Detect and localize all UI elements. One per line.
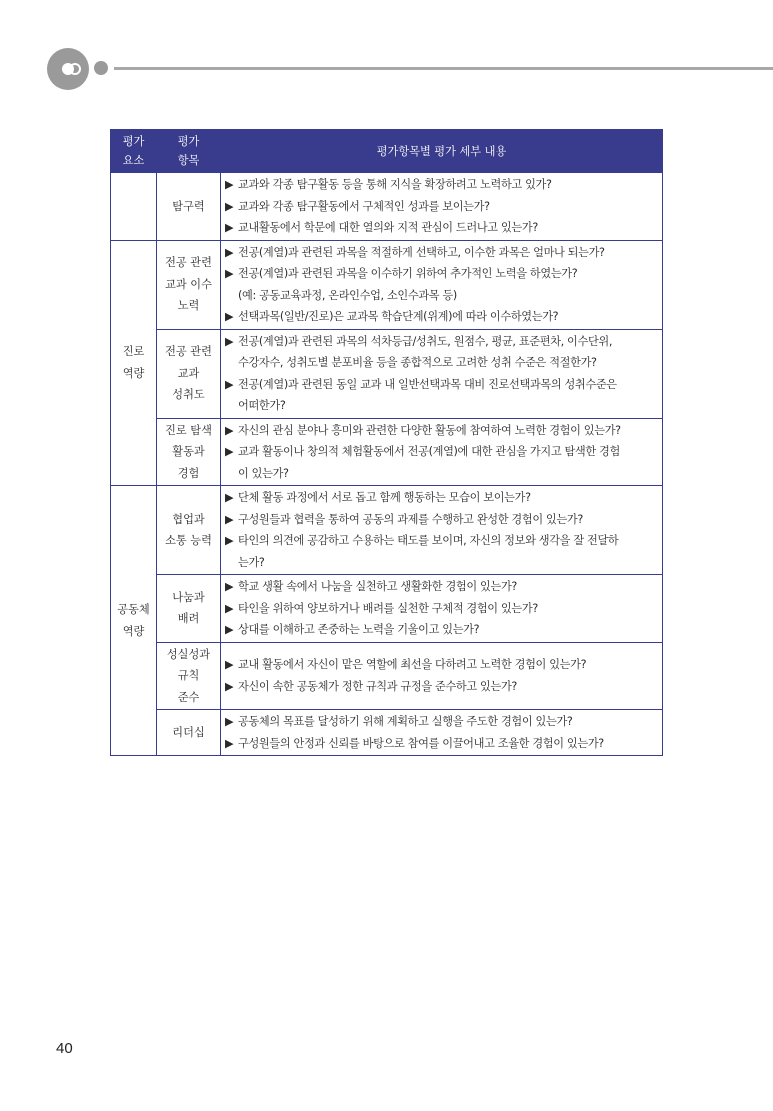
bullet-text: 학교 생활 속에서 나눔을 실천하고 생활화한 경험이 있는가? [238, 580, 518, 593]
bullet-line [225, 598, 659, 620]
cell-text-line: 노력 [177, 299, 200, 313]
cell-text-line: 성실성과 [166, 647, 211, 661]
bullet-line [225, 374, 659, 396]
bullet-line [225, 676, 659, 698]
bullet-text: 전공(계열)과 관련된 과목을 적절하게 선택하고, 이수한 과목은 얼마나 되는가? [238, 245, 605, 259]
detail-cell [221, 486, 663, 575]
cell-text-line: 진로 탐색 [165, 423, 212, 437]
item-cell [157, 329, 221, 418]
evaluation-criteria-table [110, 129, 663, 756]
table-row [111, 710, 663, 756]
table-row [111, 575, 663, 643]
table-header-row [111, 130, 663, 173]
bullet-triangle-icon: ▶ [225, 267, 234, 280]
bullet-line-continued: 어떠한가? [238, 399, 286, 412]
header-eval-element [111, 130, 157, 173]
bullet-triangle-icon: ▶ [225, 377, 234, 391]
cell-text-line: 협업과 [172, 512, 205, 526]
bullet-triangle-icon: ▶ [225, 658, 234, 672]
cell-text-line: 역량 [122, 624, 145, 638]
bullet-triangle-icon: ▶ [225, 580, 234, 593]
item-cell [157, 173, 221, 241]
bullet-triangle-icon: ▶ [225, 423, 234, 437]
dot-decoration-icon [94, 61, 108, 75]
bullet-text: 타인의 의견에 공감하고 수용하는 태도를 보이며, 자신의 정보와 생각을 잘 전달하 [238, 534, 619, 547]
cell-text-line: 진로 [122, 345, 145, 359]
bullet-line-continued: 이 있는가? [238, 466, 289, 480]
bullet-line-continued: (예: 공동교육과정, 온라인수업, 소인수과목 등) [238, 288, 457, 302]
bullet-triangle-icon: ▶ [225, 512, 234, 526]
detail-cell [221, 240, 663, 329]
bullet-line [225, 331, 659, 353]
bullet-text: 전공(계열)과 관련된 동일 교과 내 일반선택과목 대비 진로선택과목의 성취수준은 [238, 377, 617, 391]
bullet-triangle-icon: ▶ [225, 679, 234, 693]
bullet-text: 전공(계열)과 관련된 과목의 석차등급/성취도, 원점수, 평균, 표준편차, 이수단위, [238, 334, 613, 348]
detail-cell [221, 575, 663, 643]
bullet-line [225, 733, 659, 755]
cell-text-line: 교과 이수 [165, 277, 212, 291]
bullet-text: 교과와 각종 탐구활동에서 구체적인 성과를 보이는가? [238, 199, 490, 213]
table-row [111, 486, 663, 575]
bullet-line [225, 217, 659, 239]
cell-text-line: 나눔과 [172, 590, 205, 604]
bullet-text: 선택과목(일반/진로)은 교과목 학습단계(위계)에 따라 이수하였는가? [238, 310, 559, 323]
cell-text-line: 규칙 [177, 669, 200, 682]
bullet-line [225, 242, 659, 264]
bullet-text: 타인을 위하여 양보하거나 배려를 실천한 구체적 경험이 있는가? [238, 601, 538, 615]
cell-text-line: 리더십 [172, 725, 205, 739]
bullet-line [225, 711, 659, 733]
item-cell [157, 240, 221, 329]
bullet-triangle-icon: ▶ [225, 736, 234, 750]
item-cell [157, 710, 221, 756]
table-row [111, 642, 663, 710]
bullet-text: 자신이 속한 공동체가 정한 규칙과 규정을 준수하고 있는가? [238, 679, 518, 693]
item-cell [157, 575, 221, 643]
bullet-line [225, 441, 659, 463]
cell-text-line: 역량 [122, 366, 145, 380]
circle-ring-decoration [69, 63, 81, 75]
bullet-triangle-icon: ▶ [225, 199, 234, 213]
table-row [111, 173, 663, 241]
bullet-text: 교과 활동이나 창의적 체험활동에서 전공(계열)에 대한 관심을 가지고 탐색한 경험 [238, 445, 620, 458]
bullet-triangle-icon: ▶ [225, 310, 234, 323]
category-cell-empty [111, 173, 157, 241]
bullet-text: 공동체의 목표를 달성하기 위해 계획하고 실행을 주도한 경험이 있는가? [238, 715, 573, 728]
bullet-triangle-icon: ▶ [225, 178, 234, 191]
bullet-line [225, 306, 659, 328]
cell-text-line: 요소 [122, 154, 145, 167]
bullet-line [225, 530, 659, 552]
cell-text-line: 준수 [177, 690, 200, 704]
bullet-line [225, 487, 659, 509]
bullet-line [225, 576, 659, 598]
cell-text-line: 공동체 [117, 603, 150, 616]
bullet-line [225, 654, 659, 676]
bullet-text: 교내활동에서 학문에 대한 열의와 지적 관심이 드러나고 있는가? [238, 221, 538, 234]
bullet-line-continued: 수강자수, 성취도별 분포비율 등을 종합적으로 고려한 성취 수준은 적절한가? [238, 356, 597, 369]
bullet-text: 교내 활동에서 자신이 맡은 역할에 최선을 다하려고 노력한 경험이 있는가? [238, 658, 587, 672]
bullet-text: 구성원들의 안정과 신뢰를 바탕으로 참여를 이끌어내고 조율한 경험이 있는가? [238, 736, 604, 750]
category-cell-career [111, 240, 157, 486]
cell-text-line: 배려 [177, 612, 200, 626]
page-number: 40 [56, 1040, 73, 1057]
category-cell-community [111, 486, 157, 756]
header-eval-detail: 평가항목별 평가 세부 내용 [221, 130, 663, 173]
bullet-line [225, 196, 659, 218]
bullet-line-continued: 는가? [238, 555, 265, 569]
detail-cell [221, 329, 663, 418]
bullet-triangle-icon: ▶ [225, 534, 234, 547]
bullet-triangle-icon: ▶ [225, 245, 234, 259]
cell-text-line: 탐구력 [172, 199, 205, 213]
item-cell [157, 486, 221, 575]
cell-text-line: 전공 관련 [165, 345, 212, 359]
bullet-triangle-icon: ▶ [225, 715, 234, 728]
bullet-line [225, 509, 659, 531]
header-rule [114, 67, 773, 70]
detail-cell [221, 642, 663, 710]
table-row [111, 329, 663, 418]
cell-text-line: 교과 [177, 366, 200, 380]
bullet-text: 상대를 이해하고 존중하는 노력을 기울이고 있는가? [238, 623, 480, 636]
cell-text-line: 소통 능력 [165, 534, 212, 547]
detail-cell [221, 173, 663, 241]
header-eval-item [157, 130, 221, 173]
detail-cell [221, 710, 663, 756]
bullet-line [225, 263, 659, 285]
bullet-line [225, 420, 659, 442]
bullet-triangle-icon: ▶ [225, 491, 234, 504]
bullet-triangle-icon: ▶ [225, 445, 234, 458]
cell-text-line: 전공 관련 [165, 256, 212, 270]
detail-cell [221, 418, 663, 486]
bullet-text: 자신의 관심 분야나 흥미와 관련한 다양한 활동에 참여하여 노력한 경험이 있는가? [238, 423, 621, 437]
cell-text-line: 활동과 [172, 445, 205, 458]
bullet-text: 단체 활동 과정에서 서로 돕고 함께 행동하는 모습이 보이는가? [238, 491, 531, 504]
chapter-header-decoration [0, 0, 773, 100]
bullet-line [225, 174, 659, 196]
table-row [111, 240, 663, 329]
bullet-triangle-icon: ▶ [225, 601, 234, 615]
item-cell [157, 642, 221, 710]
item-cell [157, 418, 221, 486]
bullet-text: 구성원들과 협력을 통하여 공동의 과제를 수행하고 완성한 경험이 있는가? [238, 512, 583, 526]
cell-text-line: 항목 [177, 154, 200, 167]
cell-text-line: 성취도 [172, 388, 205, 402]
bullet-triangle-icon: ▶ [225, 623, 234, 636]
table-row [111, 418, 663, 486]
cell-text-line: 경험 [177, 466, 200, 480]
bullet-text: 교과와 각종 탐구활동 등을 통해 지식을 확장하려고 노력하고 있가? [238, 178, 552, 191]
bullet-line [225, 619, 659, 641]
cell-text-line: 평가 [122, 135, 145, 148]
bullet-triangle-icon: ▶ [225, 221, 234, 234]
bullet-text: 전공(계열)과 관련된 과목을 이수하기 위하여 추가적인 노력을 하였는가? [238, 267, 578, 280]
bullet-triangle-icon: ▶ [225, 334, 234, 348]
cell-text-line: 평가 [177, 135, 200, 148]
